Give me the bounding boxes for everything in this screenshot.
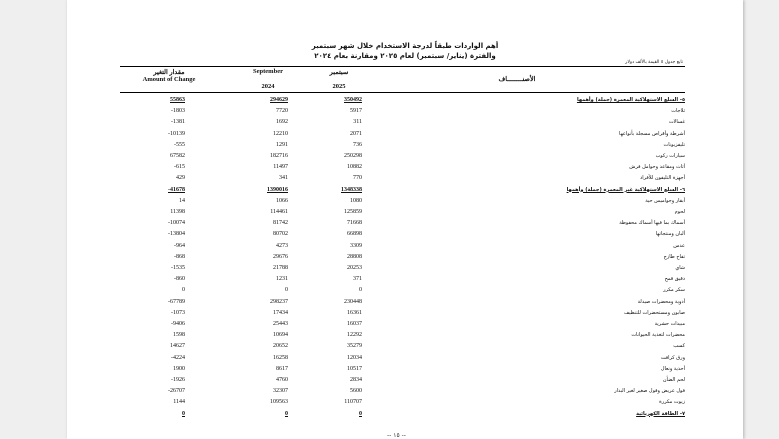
table-row	[120, 308, 685, 319]
cell-change: -555	[174, 141, 185, 148]
cell-2025: 770	[353, 175, 362, 182]
cell-2024: 81742	[273, 220, 288, 227]
table-row	[120, 353, 685, 364]
cell-2025: 230448	[344, 298, 362, 305]
cell-item-label: محضرات لتغذية الحيوانات	[631, 332, 685, 339]
cell-item-label: فول عريض وفول صغير لغير البذار	[614, 388, 685, 395]
cell-item-label: سيارات ركوب	[655, 153, 685, 159]
cell-change: -10139	[168, 130, 185, 137]
cell-2024: 294629	[270, 97, 288, 103]
cell-2024: 0	[285, 410, 288, 417]
cell-change: 1900	[173, 365, 185, 372]
header-change-en: Amount of Change	[142, 76, 196, 83]
cell-2025: 12292	[347, 332, 362, 339]
cell-change: -860	[174, 276, 185, 283]
table-row	[120, 151, 685, 162]
table-row	[120, 341, 685, 352]
cell-2024: 4760	[276, 377, 288, 383]
cell-2024: 1066	[276, 197, 288, 204]
table-row	[120, 263, 685, 274]
cell-item-label: أشرطة وأقراص مسجلة بأنواعها	[619, 130, 685, 137]
cell-2024: 16258	[273, 354, 288, 361]
cell-item-label: أثاث ومقاعد وحوامل فرش	[629, 164, 685, 171]
header-sep-ar: سبتمبر	[329, 69, 349, 76]
cell-item-label: مبيدات حشرية	[654, 321, 685, 327]
cell-change: -1535	[171, 265, 185, 271]
table-row	[120, 229, 685, 240]
cell-2024: 32307	[273, 388, 288, 395]
cell-item-label: أسماك بما فيها أسماك محفوظة	[619, 220, 685, 227]
cell-change: 429	[176, 175, 185, 182]
header-bottom-rule	[120, 92, 685, 93]
cell-change: -41678	[168, 186, 185, 193]
cell-2025: 1348338	[341, 186, 362, 193]
cell-item-label: سكر مكرر	[663, 287, 685, 294]
table-row	[120, 386, 685, 397]
cell-2025: 0	[359, 287, 362, 294]
table-row	[120, 319, 685, 330]
table-row	[120, 95, 685, 106]
header-top-rule	[120, 66, 685, 67]
page-number: -- ١٥ --	[387, 432, 406, 439]
cell-2024: 29676	[273, 253, 288, 260]
table-row	[120, 252, 685, 263]
cell-change: 1144	[173, 399, 185, 406]
cell-2025: 125859	[344, 209, 362, 215]
cell-item-label: زيوت مكررة	[659, 399, 685, 406]
table-row	[120, 106, 685, 117]
cell-item-label: ٦- السلع الاستهلاكية غير المعمرة (جملة) وأهمها	[566, 186, 685, 193]
cell-item-label: أجهزة التليفون للأفراد	[640, 175, 685, 182]
cell-2025: 35279	[347, 343, 362, 350]
cell-2024: 1231	[276, 276, 288, 283]
header-2025: 2025	[332, 83, 346, 90]
cell-2025: 3309	[350, 242, 362, 249]
table-row	[120, 185, 685, 196]
cell-2025: 2834	[350, 377, 362, 383]
cell-2024: 21788	[273, 265, 288, 271]
cell-2025: 311	[353, 119, 362, 126]
cell-change: -26707	[168, 388, 185, 395]
cell-2025: 10517	[347, 365, 362, 372]
cell-2024: 182716	[270, 153, 288, 159]
cell-change: 67582	[170, 153, 185, 159]
table-row	[120, 196, 685, 207]
header-september: September	[253, 68, 283, 75]
cell-item-label: كسب	[673, 343, 685, 350]
cell-change: 14	[179, 197, 185, 204]
cell-2024: 12210	[273, 130, 288, 137]
cell-2024: 25443	[273, 321, 288, 327]
cell-change: -868	[174, 253, 185, 260]
cell-2024: 7720	[276, 108, 288, 115]
cell-item-label: ورق كرافت	[660, 354, 685, 361]
cell-2024: 20652	[273, 343, 288, 350]
cell-2025: 28808	[347, 253, 362, 260]
table-row	[120, 162, 685, 173]
cell-2025: 350492	[344, 97, 362, 103]
cell-change: -1926	[171, 377, 185, 383]
cell-2024: 17434	[273, 309, 288, 316]
table-row	[120, 274, 685, 285]
table-note: تابع جدول ٥ القيمة بالألف دولار	[625, 60, 683, 65]
cell-2025: 16361	[347, 309, 362, 316]
cell-change: -1381	[171, 119, 185, 126]
cell-item-label: صابون ومستحضرات للتنظيف	[623, 309, 685, 316]
cell-change: -13804	[168, 231, 185, 238]
cell-2025: 10882	[347, 164, 362, 171]
cell-item-label: دقيق قمح	[664, 276, 685, 283]
cell-2025: 5600	[350, 388, 362, 395]
cell-2025: 71668	[347, 220, 362, 227]
cell-item-label: ٥- السلع الاستهلاكية المعمرة (جملة) وأهمها	[576, 97, 685, 103]
cell-2024: 10694	[273, 332, 288, 339]
table-row	[120, 117, 685, 128]
cell-change: 14627	[170, 343, 185, 350]
table-row	[120, 140, 685, 151]
cell-change: -964	[174, 242, 185, 249]
cell-change: 55863	[170, 97, 185, 103]
cell-2025: 12034	[347, 354, 362, 361]
cell-2024: 1390016	[267, 186, 288, 193]
header-2024: 2024	[261, 83, 275, 90]
table-row	[120, 285, 685, 296]
cell-change: -67789	[168, 298, 185, 305]
cell-change: -1803	[171, 108, 185, 115]
table-row	[120, 297, 685, 308]
cell-item-label: أدوية ومحضرات صيدلة	[637, 298, 685, 305]
cell-2025: 110707	[344, 399, 362, 406]
cell-change: -9406	[171, 321, 185, 327]
table-row	[120, 129, 685, 140]
cell-2025: 371	[353, 276, 362, 283]
cell-2024: 1291	[276, 141, 288, 148]
table-row	[120, 241, 685, 252]
cell-item-label: أحذية ونعال	[660, 365, 685, 372]
page-subtitle: والفترة (يناير/ سبتمبر) لعام ٢٠٢٥ ومقارنة بعام ٢٠٢٤	[314, 52, 496, 60]
cell-item-label: أبقار وجواميس حية	[645, 197, 685, 204]
cell-item-label: لحوم	[674, 209, 685, 215]
header-change-ar: مقدار التغير	[153, 69, 185, 76]
table-row	[120, 364, 685, 375]
cell-2024: 4273	[276, 242, 288, 249]
cell-change: 0	[182, 287, 185, 294]
cell-change: 11398	[170, 209, 185, 215]
table-row	[120, 207, 685, 218]
cell-2024: 80702	[273, 231, 288, 238]
cell-2024: 0	[285, 287, 288, 294]
cell-2025: 736	[353, 141, 362, 148]
cell-2025: 2071	[350, 130, 362, 137]
table-row	[120, 409, 685, 420]
cell-2024: 341	[279, 175, 288, 182]
table-row	[120, 397, 685, 408]
cell-item-label: شاي	[675, 265, 685, 271]
table-row	[120, 173, 685, 184]
cell-change: -615	[174, 164, 185, 171]
cell-2024: 1692	[276, 119, 288, 126]
cell-2025: 0	[359, 410, 362, 417]
cell-item-label: ألبان ومنتجاتها	[655, 231, 685, 238]
table-row	[120, 375, 685, 386]
cell-2024: 298237	[270, 298, 288, 305]
cell-item-label: تليفزيونات	[663, 141, 685, 148]
cell-2025: 20253	[347, 265, 362, 271]
document-page	[67, 0, 743, 439]
cell-2024: 114461	[270, 209, 288, 215]
cell-2024: 11497	[273, 164, 288, 171]
cell-2025: 250298	[344, 153, 362, 159]
cell-change: -10074	[168, 220, 185, 227]
cell-2024: 109563	[270, 399, 288, 406]
cell-item-label: تفاح طازج	[663, 253, 685, 260]
cell-2025: 5917	[350, 108, 362, 115]
cell-2025: 1080	[350, 197, 362, 204]
cell-change: 0	[182, 410, 185, 417]
header-items: الأصنــــــــاف	[498, 76, 536, 83]
cell-change: -1073	[171, 309, 185, 316]
cell-change: -4224	[171, 354, 185, 361]
cell-item-label: لحم الضأن	[662, 377, 685, 383]
table-row	[120, 330, 685, 341]
cell-2024: 8617	[276, 365, 288, 372]
cell-change: 1598	[173, 332, 185, 339]
cell-item-label: ثلاجات	[671, 108, 685, 115]
page-title: أهم الواردات طبقاً لدرجة الاستخدام خلال شهر سبتمبر	[311, 42, 499, 50]
cell-2025: 66898	[347, 231, 362, 238]
cell-item-label: عدس	[673, 242, 685, 249]
cell-2025: 16037	[347, 321, 362, 327]
table-row	[120, 218, 685, 229]
cell-item-label: ٧- الطاقة الكهربائية	[636, 410, 685, 417]
cell-item-label: غسالات	[668, 119, 685, 126]
